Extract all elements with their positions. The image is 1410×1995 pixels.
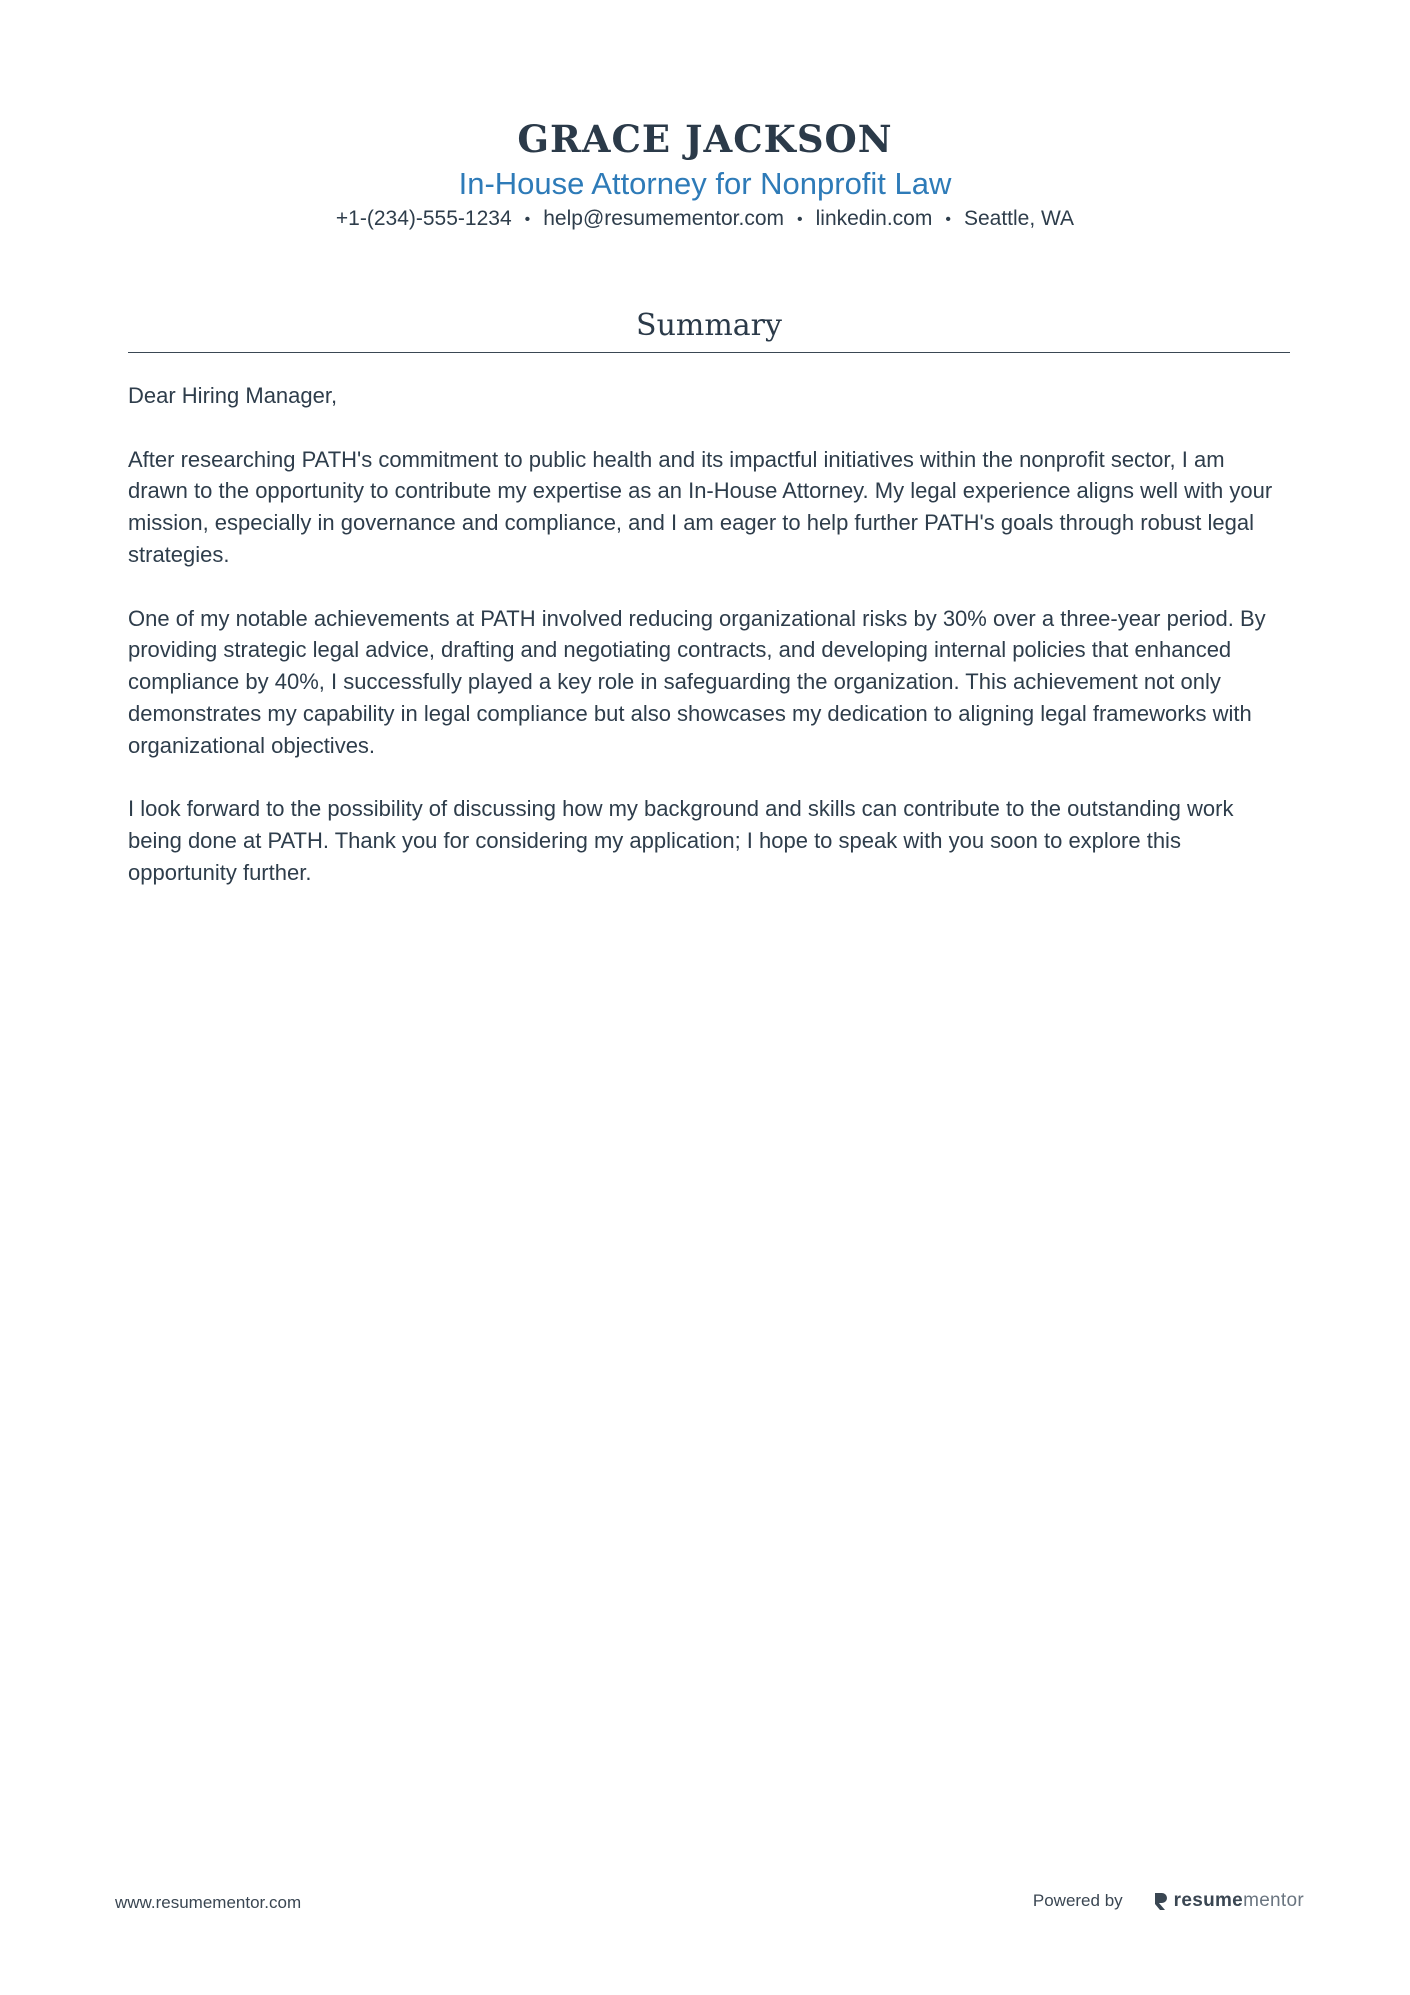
contact-separator: • [945,211,951,228]
brand-link[interactable] [1153,1890,1304,1912]
letter-paragraph: After researching PATH's commitment to public health and its impactful initiatives within the nonprofit sector, I am drawn to the opportunity to contribute my expertise as an In-House Attorney. My legal experience aligns well with your mission, especially in governance and compliance, and I am eager to help further PATH's goals through robust legal strategies. [128,446,1273,567]
section-heading-summary: Summary [636,308,782,343]
footer-branding [1033,1890,1304,1912]
resume-header [0,112,1410,236]
brand-name [1174,1890,1304,1912]
job-title: In-House Attorney for Nonprofit Law [458,166,952,201]
contact-linkedin[interactable]: linkedin.com [815,207,933,230]
contact-separator: • [797,211,803,228]
brand-name-bold: resume [1173,1890,1244,1911]
footer-website-link[interactable]: www.resumementor.com [115,1893,302,1912]
letter-paragraph: One of my notable achievements at PATH involved reducing organizational risks by 30% over a three-year period. By providing strategic legal advice, drafting and negotiating contracts, and developing internal policies that enhanced compliance by 40%, I successfully played a key role in safeguarding the organization. This achievement not only demonstrates my capability in legal compliance but also showcases my dedication to aligning legal frameworks with organizational objectives. [128,605,1266,758]
powered-by-label: Powered by [1032,1891,1123,1910]
contact-phone: +1-(234)-555-1234 [335,207,512,230]
candidate-name: GRACE JACKSON [517,117,893,161]
resumementor-logo-icon [1153,1891,1169,1911]
contact-location: Seattle, WA [963,207,1075,230]
letter-paragraph: I look forward to the possibility of discussing how my background and skills can contribute to the outstanding work being done at PATH. Thank you for considering my application; I hope to speak with you soon to explore this opportunity further. [128,796,1234,885]
contact-line [0,204,1410,236]
brand-name-light: mentor [1243,1890,1304,1911]
contact-email[interactable]: help@resumementor.com [543,207,784,230]
letter-body [128,380,1290,921]
section-divider [128,352,1290,353]
letter-greeting: Dear Hiring Manager, [128,383,338,408]
contact-separator: • [524,211,531,228]
